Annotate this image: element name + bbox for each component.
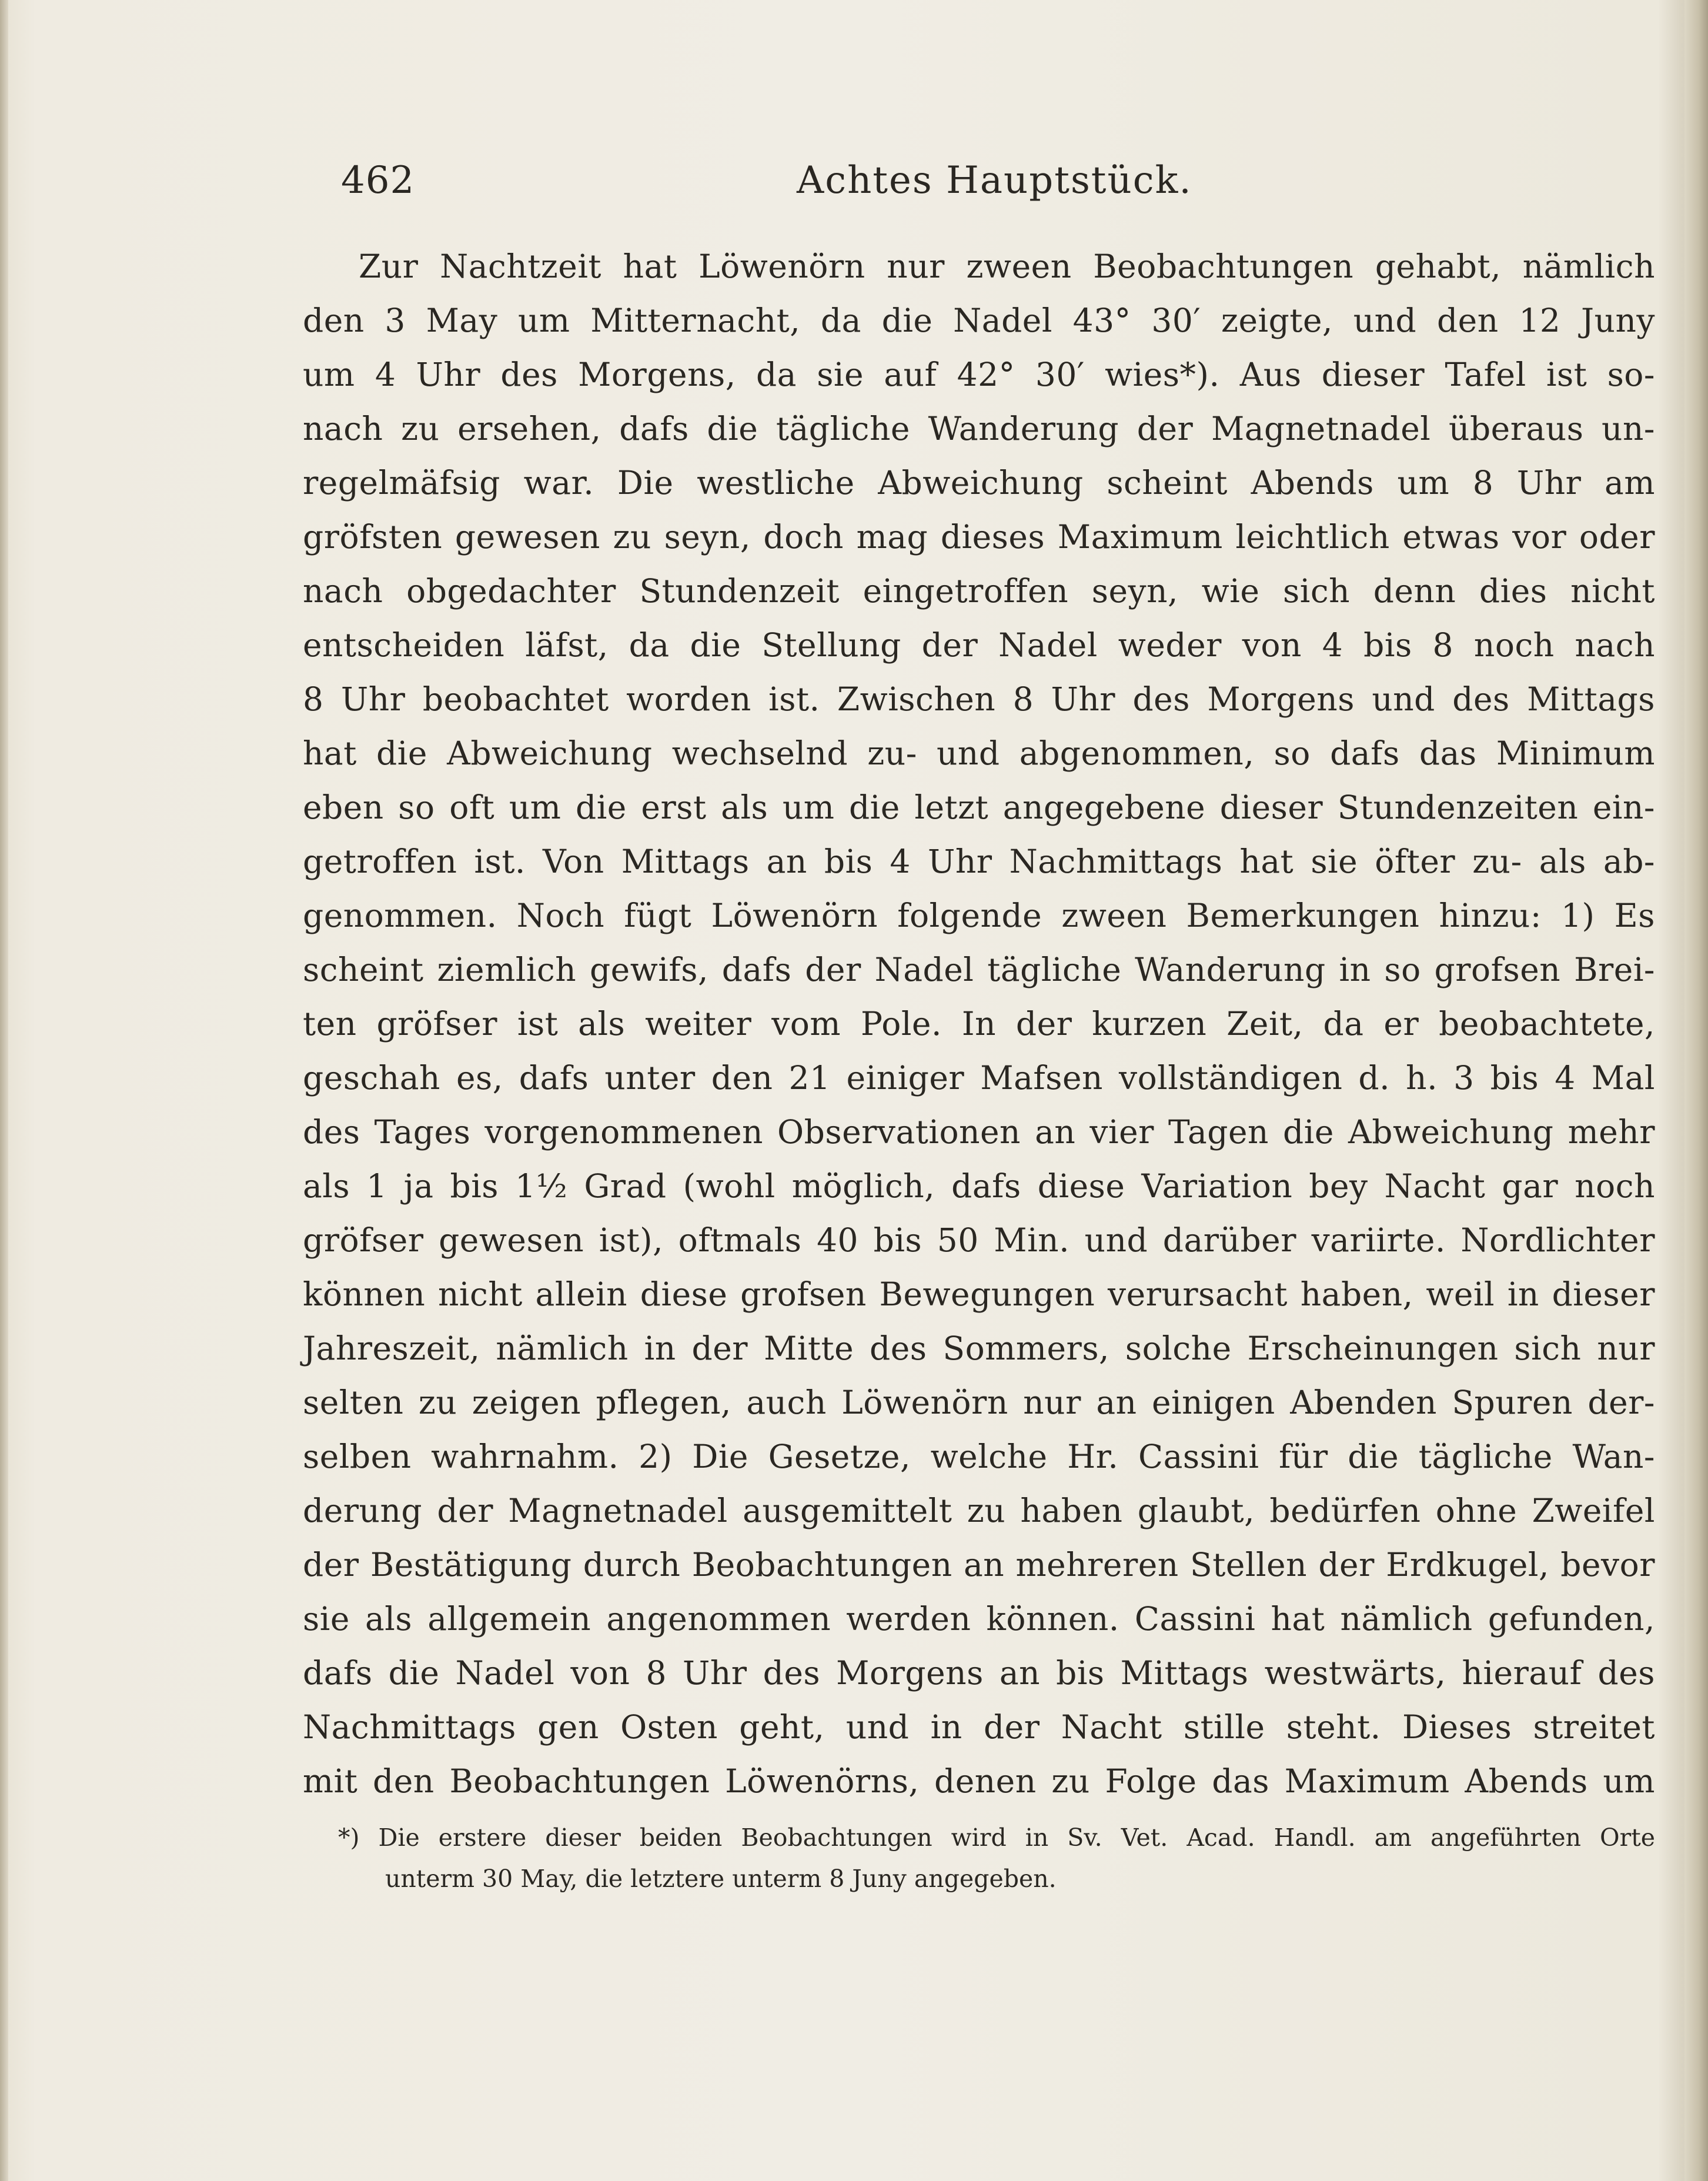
- text-line: des Tages vorgenommenen Observationen an vier Tagen die Abweichung mehr: [303, 1113, 1655, 1151]
- text-line: getroffen ist. Von Mittags an bis 4 Uhr Nachmittags hat sie öfter zu- als ab-: [303, 843, 1655, 880]
- text-line: Zur Nachtzeit hat Löwenörn nur zween Beobachtungen gehabt, nämlich: [359, 248, 1655, 285]
- page-header: [341, 159, 1640, 223]
- text-line: 8 Uhr beobachtet worden ist. Zwischen 8 Uhr des Morgens und des Mittags: [303, 680, 1655, 718]
- page-left-edge: [0, 0, 8, 2181]
- text-line: sie als allgemein angenommen werden können. Cassini hat nämlich gefunden,: [303, 1600, 1655, 1638]
- page-right-edge: [1684, 0, 1708, 2181]
- footnote: [338, 1817, 1655, 1899]
- text-line: mit den Beobachtungen Löwenörns, denen zu Folge das Maximum Abends um: [303, 1762, 1655, 1800]
- text-line: um 4 Uhr des Morgens, da sie auf 42° 30′ wies*). Aus dieser Tafel ist so-: [303, 356, 1655, 393]
- text-line: entscheiden läfst, da die Stellung der Nadel weder von 4 bis 8 noch nach: [303, 626, 1655, 664]
- text-line: der Bestätigung durch Beobachtungen an mehreren Stellen der Erdkugel, bevor: [303, 1546, 1655, 1584]
- text-line: gröfsten gewesen zu seyn, doch mag dieses Maximum leichtlich etwas vor oder: [303, 518, 1655, 556]
- text-line: dafs die Nadel von 8 Uhr des Morgens an bis Mittags westwärts, hierauf des: [303, 1654, 1655, 1692]
- text-line: gröfser gewesen ist), oftmals 40 bis 50 Min. und darüber variirte. Nordlichter: [303, 1221, 1655, 1259]
- text-line: nach zu ersehen, dafs die tägliche Wanderung der Magnetnadel überaus un-: [303, 410, 1655, 447]
- text-line: geschah es, dafs unter den 21 einiger Mafsen vollständigen d. h. 3 bis 4 Mal: [303, 1059, 1655, 1097]
- text-line: den 3 May um Mitternacht, da die Nadel 43° 30′ zeigte, und den 12 Juny: [303, 302, 1655, 339]
- text-line: Nachmittags gen Osten geht, und in der Nacht stille steht. Dieses streitet: [303, 1708, 1655, 1746]
- text-line: als 1 ja bis 1½ Grad (wohl möglich, dafs diese Variation bey Nacht gar noch: [303, 1167, 1655, 1205]
- footnote-line: unterm 30 May, die letztere unterm 8 Juny angegeben.: [385, 1865, 1057, 1893]
- page-number: 462: [341, 159, 415, 202]
- text-line: scheint ziemlich gewifs, dafs der Nadel tägliche Wanderung in so grofsen Brei-: [303, 951, 1655, 988]
- footnote-line: *) Die erstere dieser beiden Beobachtungen wird in Sv. Vet. Acad. Handl. am angeführten Orte: [338, 1823, 1655, 1852]
- text-line: eben so oft um die erst als um die letzt angegebene dieser Stundenzeiten ein-: [303, 789, 1655, 826]
- body-text: [303, 239, 1655, 1808]
- running-title: Achtes Hauptstück.: [797, 159, 1192, 202]
- text-line: genommen. Noch fügt Löwenörn folgende zween Bemerkungen hinzu: 1) Es: [303, 897, 1655, 934]
- text-line: derung der Magnetnadel ausgemittelt zu haben glaubt, bedürfen ohne Zweifel: [303, 1492, 1655, 1529]
- text-line: hat die Abweichung wechselnd zu- und abgenommen, so dafs das Minimum: [303, 734, 1655, 772]
- text-line: regelmäfsig war. Die westliche Abweichung scheint Abends um 8 Uhr am: [303, 464, 1655, 502]
- text-line: nach obgedachter Stundenzeit eingetroffen seyn, wie sich denn dies nicht: [303, 572, 1655, 610]
- text-line: können nicht allein diese grofsen Bewegungen verursacht haben, weil in dieser: [303, 1275, 1655, 1313]
- text-line: selben wahrnahm. 2) Die Gesetze, welche Hr. Cassini für die tägliche Wan-: [303, 1438, 1655, 1475]
- text-line: Jahreszeit, nämlich in der Mitte des Sommers, solche Erscheinungen sich nur: [303, 1330, 1655, 1367]
- text-line: ten gröfser ist als weiter vom Pole. In der kurzen Zeit, da er beobachtete,: [303, 1005, 1655, 1043]
- text-line: selten zu zeigen pflegen, auch Löwenörn nur an einigen Abenden Spuren der-: [303, 1384, 1655, 1421]
